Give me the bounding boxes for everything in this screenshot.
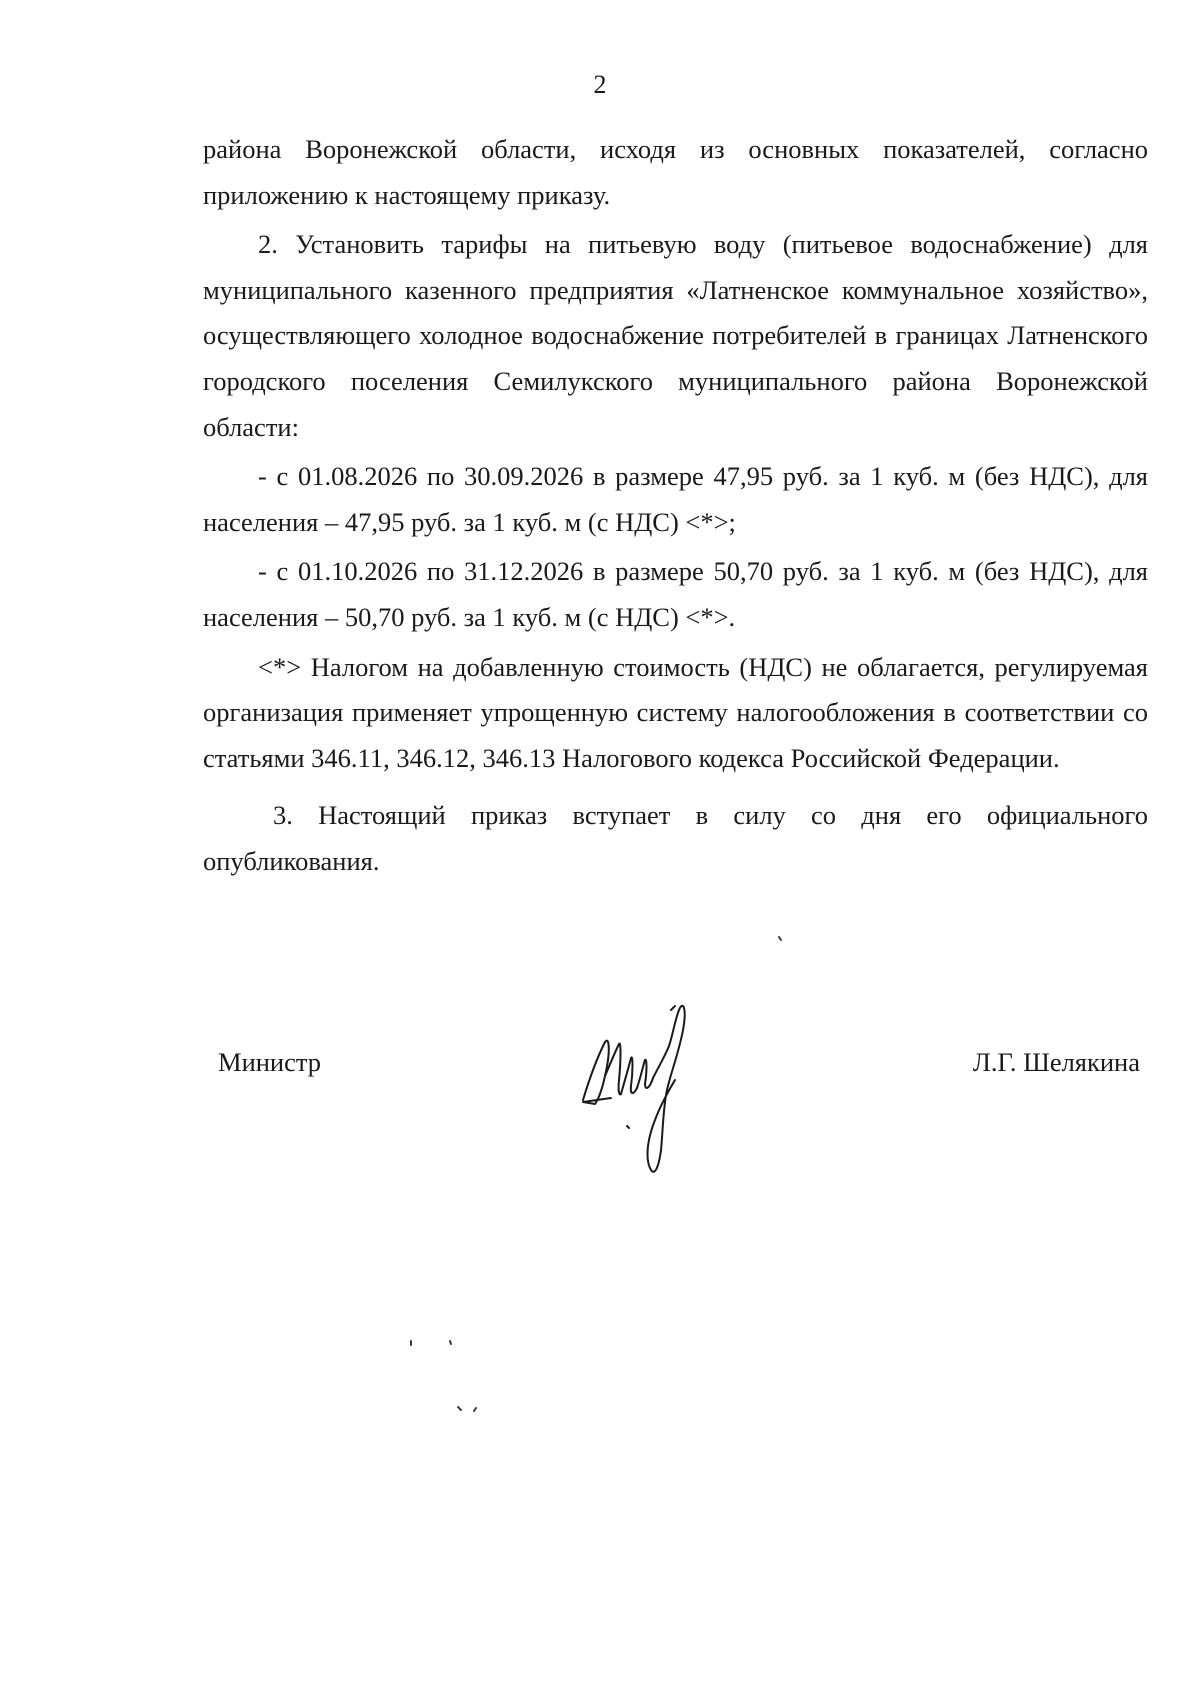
handwritten-signature [575, 980, 715, 1190]
tariff-period-2: - с 01.10.2026 по 31.12.2026 в размере 50,70 руб. за 1 куб. м (без НДС), для населения – 50,70 руб. за 1 куб. м (с НДС) <*>. [203, 556, 1148, 632]
signatory-position: Министр [218, 1047, 322, 1077]
page-number: 2 [593, 70, 607, 99]
paragraph-item-3: 3. Настоящий приказ вступает в силу со дня его официального опубликования. [203, 800, 1148, 876]
signatory-name: Л.Г. Шелякина [972, 1047, 1140, 1077]
tariff-period-1: - с 01.08.2026 по 30.09.2026 в размере 47,95 руб. за 1 куб. м (без НДС), для населения – 47,95 руб. за 1 куб. м (с НДС) <*>; [203, 461, 1148, 537]
paragraph-continuation: района Воронежской области, исходя из основных показателей, согласно приложению к настоящему приказу. [203, 134, 1148, 210]
document-body [203, 127, 1148, 885]
paragraph-item-2: 2. Установить тарифы на питьевую воду (питьевое водоснабжение) для муниципального казенного предприятия «Латненское коммунальное хозяйство», осуществляющего холодное водоснабжение потребителей в границах Латненского городского поселения Семилукского муниципального района Воронежской области: [203, 229, 1148, 442]
vat-footnote: <*> Налогом на добавленную стоимость (НДС) не облагается, регулируемая организация применяет упрощенную систему налогообложения в соответствии со статьями 346.11, 346.12, 346.13 Налогового кодекса Российской Федерации. [203, 651, 1148, 773]
